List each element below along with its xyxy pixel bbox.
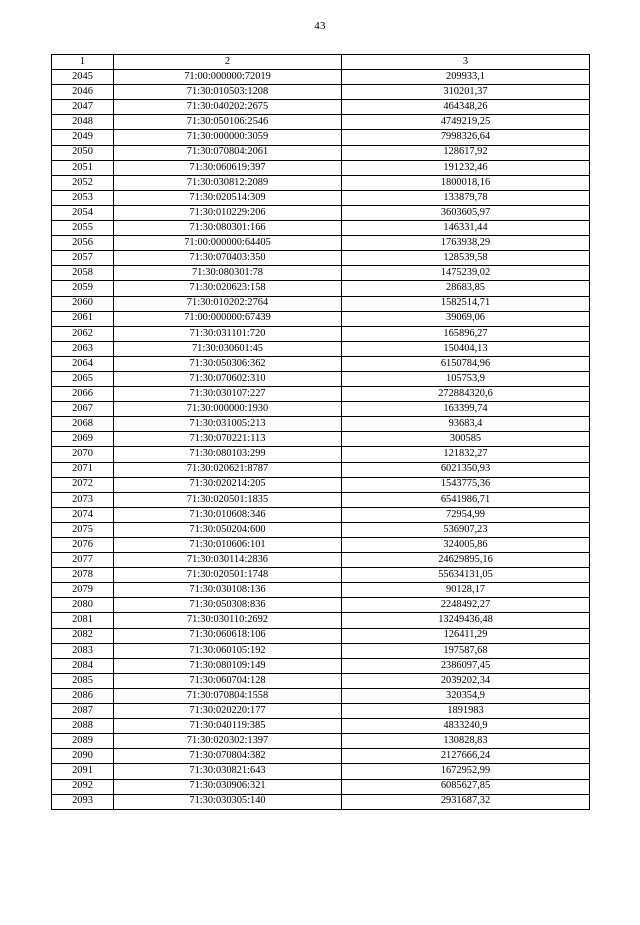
row-index-cell: 2056 bbox=[52, 236, 114, 251]
cadastral-value-cell: 3603605,97 bbox=[342, 205, 590, 220]
table-row bbox=[52, 462, 590, 477]
table-row bbox=[52, 704, 590, 719]
cadastral-number-cell: 71:30:030305:140 bbox=[114, 794, 342, 809]
cadastral-number-cell: 71:30:020214:205 bbox=[114, 477, 342, 492]
row-index-cell: 2065 bbox=[52, 371, 114, 386]
cadastral-number-cell: 71:30:060704:128 bbox=[114, 673, 342, 688]
row-index-cell: 2052 bbox=[52, 175, 114, 190]
cadastral-value-cell: 4749219,25 bbox=[342, 115, 590, 130]
cadastral-value-cell: 1582514,71 bbox=[342, 296, 590, 311]
table-row bbox=[52, 311, 590, 326]
table-row bbox=[52, 115, 590, 130]
cadastral-number-cell: 71:30:031101:720 bbox=[114, 326, 342, 341]
table-row bbox=[52, 749, 590, 764]
table-row bbox=[52, 100, 590, 115]
cadastral-number-cell: 71:30:030821:643 bbox=[114, 764, 342, 779]
cadastral-value-cell: 4833240,9 bbox=[342, 719, 590, 734]
row-index-cell: 2079 bbox=[52, 583, 114, 598]
row-index-cell: 2087 bbox=[52, 704, 114, 719]
cadastral-value-cell: 133879,78 bbox=[342, 190, 590, 205]
cadastral-value-cell: 93683,4 bbox=[342, 417, 590, 432]
column-header-2: 2 bbox=[114, 55, 342, 70]
cadastral-value-cell: 464348,26 bbox=[342, 100, 590, 115]
cadastral-value-cell: 209933,1 bbox=[342, 70, 590, 85]
table-row bbox=[52, 492, 590, 507]
cadastral-value-cell: 2248492,27 bbox=[342, 598, 590, 613]
row-index-cell: 2086 bbox=[52, 688, 114, 703]
cadastral-number-cell: 71:30:070403:350 bbox=[114, 251, 342, 266]
cadastral-number-cell: 71:30:050204:600 bbox=[114, 522, 342, 537]
cadastral-value-cell: 1475239,02 bbox=[342, 266, 590, 281]
row-index-cell: 2072 bbox=[52, 477, 114, 492]
cadastral-number-cell: 71:00:000000:64405 bbox=[114, 236, 342, 251]
cadastral-number-cell: 71:30:010503:1208 bbox=[114, 85, 342, 100]
cadastral-table bbox=[51, 54, 590, 810]
row-index-cell: 2070 bbox=[52, 447, 114, 462]
cadastral-value-cell: 39069,06 bbox=[342, 311, 590, 326]
table-row bbox=[52, 794, 590, 809]
cadastral-value-cell: 163399,74 bbox=[342, 402, 590, 417]
table-row bbox=[52, 356, 590, 371]
cadastral-number-cell: 71:30:010606:101 bbox=[114, 538, 342, 553]
row-index-cell: 2054 bbox=[52, 205, 114, 220]
row-index-cell: 2081 bbox=[52, 613, 114, 628]
cadastral-number-cell: 71:30:080301:166 bbox=[114, 221, 342, 236]
table-row bbox=[52, 326, 590, 341]
row-index-cell: 2088 bbox=[52, 719, 114, 734]
table-header-row bbox=[52, 55, 590, 70]
cadastral-number-cell: 71:30:020621:8787 bbox=[114, 462, 342, 477]
cadastral-value-cell: 1672952,99 bbox=[342, 764, 590, 779]
table-row bbox=[52, 221, 590, 236]
document-page bbox=[0, 20, 640, 925]
cadastral-value-cell: 2039202,34 bbox=[342, 673, 590, 688]
cadastral-value-cell: 6085627,85 bbox=[342, 779, 590, 794]
cadastral-value-cell: 55634131,05 bbox=[342, 568, 590, 583]
cadastral-value-cell: 197587,68 bbox=[342, 643, 590, 658]
table-row bbox=[52, 145, 590, 160]
table-row bbox=[52, 719, 590, 734]
cadastral-number-cell: 71:30:020501:1748 bbox=[114, 568, 342, 583]
cadastral-number-cell: 71:30:080109:149 bbox=[114, 658, 342, 673]
cadastral-value-cell: 272884320,6 bbox=[342, 387, 590, 402]
row-index-cell: 2049 bbox=[52, 130, 114, 145]
cadastral-number-cell: 71:30:050306:362 bbox=[114, 356, 342, 371]
table-row bbox=[52, 251, 590, 266]
row-index-cell: 2048 bbox=[52, 115, 114, 130]
cadastral-number-cell: 71:30:050106:2546 bbox=[114, 115, 342, 130]
cadastral-number-cell: 71:30:080301:78 bbox=[114, 266, 342, 281]
table-row bbox=[52, 568, 590, 583]
cadastral-value-cell: 105753,9 bbox=[342, 371, 590, 386]
row-index-cell: 2058 bbox=[52, 266, 114, 281]
row-index-cell: 2045 bbox=[52, 70, 114, 85]
cadastral-value-cell: 128617,92 bbox=[342, 145, 590, 160]
cadastral-value-cell: 2127666,24 bbox=[342, 749, 590, 764]
cadastral-number-cell: 71:30:080103:299 bbox=[114, 447, 342, 462]
row-index-cell: 2077 bbox=[52, 553, 114, 568]
cadastral-value-cell: 1763938,29 bbox=[342, 236, 590, 251]
cadastral-value-cell: 2931687,32 bbox=[342, 794, 590, 809]
cadastral-number-cell: 71:30:000000:1930 bbox=[114, 402, 342, 417]
cadastral-value-cell: 1543775,36 bbox=[342, 477, 590, 492]
row-index-cell: 2071 bbox=[52, 462, 114, 477]
table-row bbox=[52, 613, 590, 628]
row-index-cell: 2089 bbox=[52, 734, 114, 749]
cadastral-value-cell: 6021350,93 bbox=[342, 462, 590, 477]
table-row bbox=[52, 538, 590, 553]
row-index-cell: 2059 bbox=[52, 281, 114, 296]
row-index-cell: 2068 bbox=[52, 417, 114, 432]
row-index-cell: 2057 bbox=[52, 251, 114, 266]
table-row bbox=[52, 341, 590, 356]
table-row bbox=[52, 688, 590, 703]
cadastral-number-cell: 71:30:020514:309 bbox=[114, 190, 342, 205]
cadastral-value-cell: 1891983 bbox=[342, 704, 590, 719]
cadastral-value-cell: 300585 bbox=[342, 432, 590, 447]
cadastral-value-cell: 310201,37 bbox=[342, 85, 590, 100]
cadastral-value-cell: 146331,44 bbox=[342, 221, 590, 236]
row-index-cell: 2064 bbox=[52, 356, 114, 371]
row-index-cell: 2050 bbox=[52, 145, 114, 160]
row-index-cell: 2090 bbox=[52, 749, 114, 764]
table-row bbox=[52, 205, 590, 220]
cadastral-number-cell: 71:30:050308:836 bbox=[114, 598, 342, 613]
row-index-cell: 2084 bbox=[52, 658, 114, 673]
table-row bbox=[52, 643, 590, 658]
cadastral-value-cell: 72954,99 bbox=[342, 507, 590, 522]
cadastral-number-cell: 71:30:030906:321 bbox=[114, 779, 342, 794]
cadastral-number-cell: 71:30:030107:227 bbox=[114, 387, 342, 402]
cadastral-value-cell: 6541986,71 bbox=[342, 492, 590, 507]
cadastral-number-cell: 71:30:030110:2692 bbox=[114, 613, 342, 628]
row-index-cell: 2046 bbox=[52, 85, 114, 100]
row-index-cell: 2047 bbox=[52, 100, 114, 115]
cadastral-number-cell: 71:30:031005:213 bbox=[114, 417, 342, 432]
row-index-cell: 2073 bbox=[52, 492, 114, 507]
table-row bbox=[52, 160, 590, 175]
row-index-cell: 2085 bbox=[52, 673, 114, 688]
row-index-cell: 2080 bbox=[52, 598, 114, 613]
cadastral-number-cell: 71:30:040202:2675 bbox=[114, 100, 342, 115]
cadastral-number-cell: 71:30:000000:3059 bbox=[114, 130, 342, 145]
cadastral-number-cell: 71:30:020623:158 bbox=[114, 281, 342, 296]
row-index-cell: 2051 bbox=[52, 160, 114, 175]
table-row bbox=[52, 432, 590, 447]
cadastral-number-cell: 71:30:010202:2764 bbox=[114, 296, 342, 311]
row-index-cell: 2092 bbox=[52, 779, 114, 794]
page-number: 43 bbox=[314, 20, 326, 32]
row-index-cell: 2091 bbox=[52, 764, 114, 779]
table-row bbox=[52, 553, 590, 568]
row-index-cell: 2083 bbox=[52, 643, 114, 658]
table-body bbox=[52, 55, 590, 810]
table-row bbox=[52, 734, 590, 749]
row-index-cell: 2075 bbox=[52, 522, 114, 537]
table-row bbox=[52, 130, 590, 145]
cadastral-value-cell: 6150784,96 bbox=[342, 356, 590, 371]
table-row bbox=[52, 85, 590, 100]
table-row bbox=[52, 296, 590, 311]
table-row bbox=[52, 522, 590, 537]
table-row bbox=[52, 70, 590, 85]
column-header-1: 1 bbox=[52, 55, 114, 70]
cadastral-number-cell: 71:30:020302:1397 bbox=[114, 734, 342, 749]
cadastral-number-cell: 71:30:060105:192 bbox=[114, 643, 342, 658]
cadastral-number-cell: 71:30:060619:397 bbox=[114, 160, 342, 175]
row-index-cell: 2078 bbox=[52, 568, 114, 583]
table-row bbox=[52, 281, 590, 296]
table-row bbox=[52, 417, 590, 432]
cadastral-number-cell: 71:30:070602:310 bbox=[114, 371, 342, 386]
cadastral-value-cell: 128539,58 bbox=[342, 251, 590, 266]
cadastral-value-cell: 90128,17 bbox=[342, 583, 590, 598]
table-row bbox=[52, 236, 590, 251]
cadastral-value-cell: 165896,27 bbox=[342, 326, 590, 341]
cadastral-number-cell: 71:30:030601:45 bbox=[114, 341, 342, 356]
cadastral-table-container bbox=[51, 54, 589, 810]
table-row bbox=[52, 266, 590, 281]
table-row bbox=[52, 447, 590, 462]
row-index-cell: 2076 bbox=[52, 538, 114, 553]
table-row bbox=[52, 764, 590, 779]
row-index-cell: 2066 bbox=[52, 387, 114, 402]
cadastral-value-cell: 320354,9 bbox=[342, 688, 590, 703]
row-index-cell: 2055 bbox=[52, 221, 114, 236]
row-index-cell: 2053 bbox=[52, 190, 114, 205]
cadastral-value-cell: 28683,85 bbox=[342, 281, 590, 296]
cadastral-number-cell: 71:30:070221:113 bbox=[114, 432, 342, 447]
cadastral-value-cell: 126411,29 bbox=[342, 628, 590, 643]
row-index-cell: 2069 bbox=[52, 432, 114, 447]
table-row bbox=[52, 402, 590, 417]
cadastral-value-cell: 13249436,48 bbox=[342, 613, 590, 628]
cadastral-number-cell: 71:30:070804:382 bbox=[114, 749, 342, 764]
cadastral-number-cell: 71:30:030108:136 bbox=[114, 583, 342, 598]
table-row bbox=[52, 371, 590, 386]
cadastral-number-cell: 71:00:000000:72019 bbox=[114, 70, 342, 85]
cadastral-number-cell: 71:30:070804:2061 bbox=[114, 145, 342, 160]
cadastral-number-cell: 71:00:000000:67439 bbox=[114, 311, 342, 326]
row-index-cell: 2074 bbox=[52, 507, 114, 522]
table-row bbox=[52, 175, 590, 190]
cadastral-number-cell: 71:30:030114:2836 bbox=[114, 553, 342, 568]
cadastral-value-cell: 121832,27 bbox=[342, 447, 590, 462]
cadastral-number-cell: 71:30:020501:1835 bbox=[114, 492, 342, 507]
table-row bbox=[52, 628, 590, 643]
cadastral-number-cell: 71:30:060618:106 bbox=[114, 628, 342, 643]
table-row bbox=[52, 583, 590, 598]
row-index-cell: 2060 bbox=[52, 296, 114, 311]
cadastral-number-cell: 71:30:070804:1558 bbox=[114, 688, 342, 703]
table-row bbox=[52, 190, 590, 205]
cadastral-value-cell: 324005,86 bbox=[342, 538, 590, 553]
cadastral-value-cell: 191232,46 bbox=[342, 160, 590, 175]
row-index-cell: 2062 bbox=[52, 326, 114, 341]
row-index-cell: 2061 bbox=[52, 311, 114, 326]
cadastral-number-cell: 71:30:040119:385 bbox=[114, 719, 342, 734]
table-row bbox=[52, 598, 590, 613]
table-row bbox=[52, 658, 590, 673]
table-row bbox=[52, 477, 590, 492]
cadastral-number-cell: 71:30:030812:2089 bbox=[114, 175, 342, 190]
cadastral-value-cell: 7998326,64 bbox=[342, 130, 590, 145]
cadastral-value-cell: 130828,83 bbox=[342, 734, 590, 749]
row-index-cell: 2063 bbox=[52, 341, 114, 356]
table-row bbox=[52, 779, 590, 794]
row-index-cell: 2067 bbox=[52, 402, 114, 417]
cadastral-number-cell: 71:30:010229:206 bbox=[114, 205, 342, 220]
cadastral-value-cell: 536907,23 bbox=[342, 522, 590, 537]
cadastral-value-cell: 150404,13 bbox=[342, 341, 590, 356]
cadastral-value-cell: 1800018,16 bbox=[342, 175, 590, 190]
cadastral-number-cell: 71:30:020220:177 bbox=[114, 704, 342, 719]
table-row bbox=[52, 673, 590, 688]
table-row bbox=[52, 387, 590, 402]
cadastral-value-cell: 24629895,16 bbox=[342, 553, 590, 568]
cadastral-value-cell: 2386097,45 bbox=[342, 658, 590, 673]
column-header-3: 3 bbox=[342, 55, 590, 70]
row-index-cell: 2082 bbox=[52, 628, 114, 643]
row-index-cell: 2093 bbox=[52, 794, 114, 809]
cadastral-number-cell: 71:30:010608:346 bbox=[114, 507, 342, 522]
table-row bbox=[52, 507, 590, 522]
